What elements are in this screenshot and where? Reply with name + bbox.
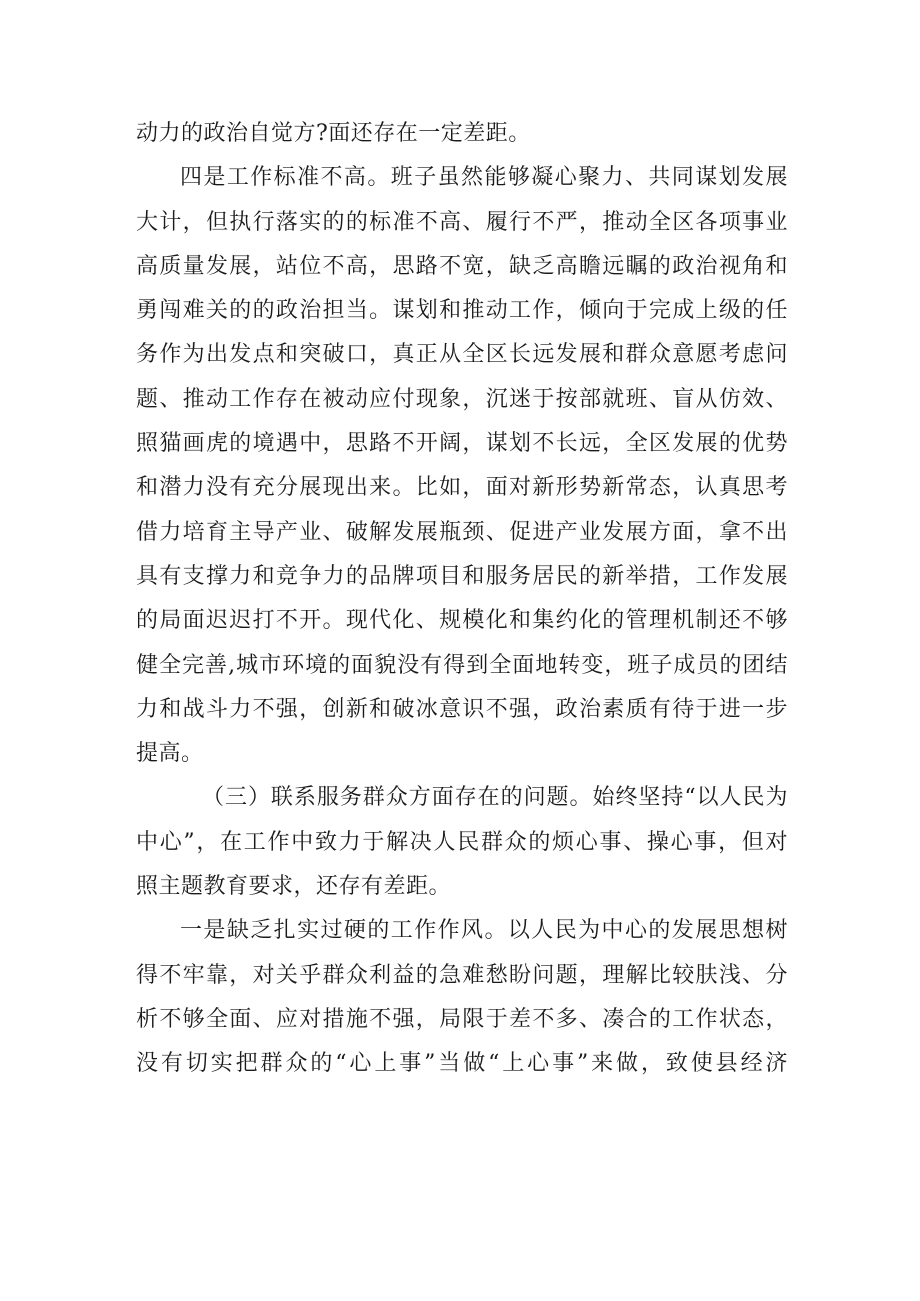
paragraph-item-one [136, 909, 788, 1086]
text-line: 大计，但执行落实的的标准不高、履行不严，推动全区各项事业 [136, 209, 788, 235]
text-line: 得不牢靠，对关乎群众利益的急难愁盼问题，理解比较肤浅、分 [136, 962, 788, 988]
text-line: 借力培育主导产业、破解发展瓶颈、促进产业发展方面，拿不出 [136, 519, 788, 545]
text-line: 题、推动工作存在被动应付现象，沉迷于按部就班、盲从仿效、 [136, 386, 788, 412]
text-line: 勇闯难关的的政治担当。谋划和推动工作，倾向于完成上级的任 [136, 298, 788, 324]
paragraph-continuation [136, 112, 788, 156]
text-line: 照主题教育要求，还存有差距。 [136, 874, 452, 900]
text-line: 四是工作标准不高。班子虽然能够凝心聚力、共同谋划发展 [180, 165, 788, 191]
text-line: 和潜力没有充分展现出来。比如，面对新形势新常态，认真思考 [136, 475, 788, 501]
text-line: 照猫画虎的境遇中，思路不开阔，谋划不长远，全区发展的优势 [136, 431, 788, 457]
text-line: 的局面迟迟打不开。现代化、规模化和集约化的管理机制还不够 [136, 608, 788, 634]
text-line: 一是缺乏扎实过硬的工作作风。以人民为中心的发展思想树 [180, 918, 788, 944]
text-line: 务作为出发点和突破口，真正从全区长远发展和群众意愿考虑问 [136, 342, 788, 368]
text-line: 没有切实把群众的“心上事”当做“上心事”来做，致使县经济 [136, 1051, 788, 1077]
text-line: 动力的政治自觉方?面还存在一定差距。 [136, 121, 531, 146]
text-line: 力和战斗力不强，创新和破冰意识不强，政治素质有待于进一步 [136, 696, 788, 722]
paragraph-item-four [136, 156, 788, 776]
text-line: 健全完善,城市环境的面貌没有得到全面地转变，班子成员的团结 [136, 652, 788, 678]
paragraph-section-three [136, 776, 788, 909]
document-body [136, 112, 788, 1087]
section-heading-line: （三）联系服务群众方面存在的问题。始终坚持“以人民为 [202, 785, 788, 811]
text-line: 具有支撑力和竞争力的品牌项目和服务居民的新举措，工作发展 [136, 563, 788, 589]
text-line: 中心”，在工作中致力于解决人民群众的烦心事、操心事，但对 [136, 829, 788, 855]
text-line: 高质量发展，站位不高，思路不宽，缺乏高瞻远瞩的政治视角和 [136, 253, 788, 279]
text-line: 析不够全面、应对措施不强，局限于差不多、凑合的工作状态， [136, 1006, 788, 1032]
text-line: 提高。 [136, 741, 204, 767]
